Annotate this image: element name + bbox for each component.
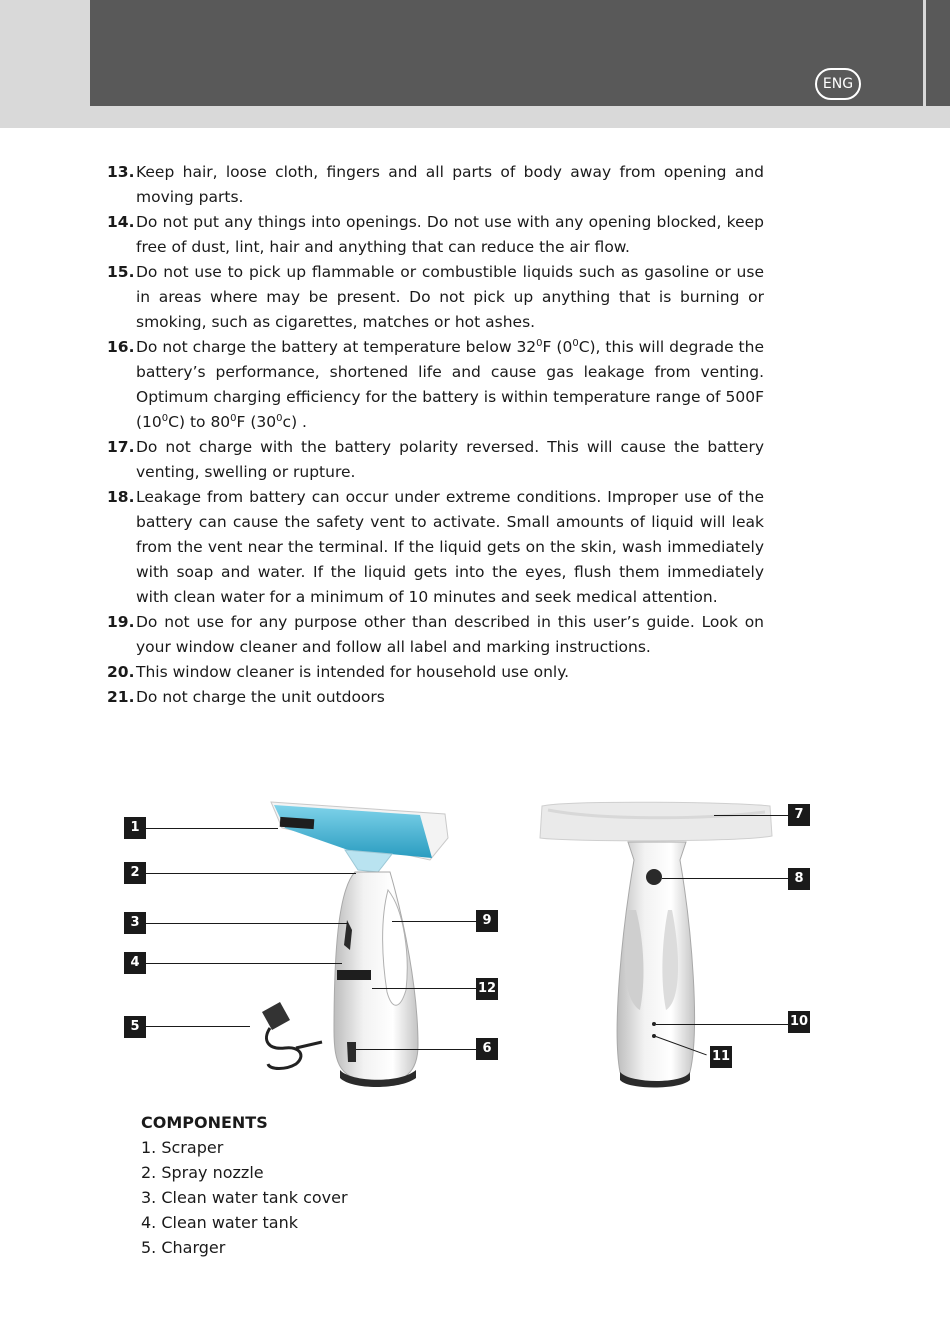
safety-rule <box>107 210 764 260</box>
callout-11: 11 <box>710 1046 732 1068</box>
safety-rule <box>107 660 764 685</box>
safety-rule <box>107 260 764 335</box>
component-item: 2. Spray nozzle <box>141 1163 264 1182</box>
callout-8: 8 <box>788 868 810 890</box>
rule-text: Do not charge the unit outdoors <box>136 688 385 706</box>
safety-rules-list <box>107 160 764 710</box>
rule-text: This window cleaner is intended for household use only. <box>136 663 570 681</box>
leader-line-5 <box>146 1026 250 1027</box>
callout-4: 4 <box>124 952 146 974</box>
component-item: 1. Scraper <box>141 1138 224 1157</box>
callout-12: 12 <box>476 978 498 1000</box>
components-section <box>141 1110 348 1260</box>
safety-rule <box>107 335 764 435</box>
rule-number: 15. <box>107 263 135 281</box>
leader-line-2 <box>146 873 356 874</box>
window-cleaner-front <box>262 802 448 1087</box>
safety-rule <box>107 435 764 485</box>
rule-text: Keep hair, loose cloth, fingers and all parts of body away from opening and moving parts. <box>136 163 764 206</box>
rule-text: Do not put any things into openings. Do not use with any opening blocked, keep free of dust, lint, hair and anything that can reduce the air flow. <box>136 213 764 256</box>
rule-number: 16. <box>107 338 135 356</box>
callout-6: 6 <box>476 1038 498 1060</box>
callout-5: 5 <box>124 1016 146 1038</box>
leader-line-7 <box>714 815 788 816</box>
rule-text: Do not use to pick up flammable or combustible liquids such as gasoline or use in areas where may be present. Do not pick up anything that is burning or smoking, such as cigarettes, matches or hot ashes. <box>136 263 764 331</box>
header-bar <box>90 0 923 106</box>
leader-line-10 <box>656 1024 788 1025</box>
component-item: 4. Clean water tank <box>141 1213 298 1232</box>
callout-1: 1 <box>124 817 146 839</box>
leader-line-4 <box>146 963 342 964</box>
safety-rule <box>107 610 764 660</box>
rule-number: 18. <box>107 488 135 506</box>
leader-line-8 <box>662 878 788 879</box>
component-item: 5. Charger <box>141 1238 226 1257</box>
rule-text: Do not charge the battery at temperature below $32^0F$ $(0^0C)$, this will degrade the battery’s performance, shortened life and cause gas leakage from venting. Optimum charging efficiency for the battery is within temperature range of 500F $(10^0C)$ to $80^0F$ $(30^0c)$ . <box>136 337 764 431</box>
rule-number: 21. <box>107 688 135 706</box>
rule-number: 17. <box>107 438 135 456</box>
components-list <box>141 1135 348 1260</box>
component-item: 3. Clean water tank cover <box>141 1188 348 1207</box>
leader-line-1 <box>146 828 278 829</box>
rule-text: Do not charge with the battery polarity reversed. This will cause the battery venting, swelling or rupture. <box>136 438 764 481</box>
callout-7: 7 <box>788 804 810 826</box>
leader-line-3 <box>146 923 348 924</box>
callout-10: 10 <box>788 1011 810 1033</box>
language-badge: ENG <box>815 68 861 100</box>
rule-number: 19. <box>107 613 135 631</box>
rule-number: 20. <box>107 663 135 681</box>
leader-line-9 <box>392 921 476 922</box>
safety-rule <box>107 685 764 710</box>
callout-3: 3 <box>124 912 146 934</box>
product-figure <box>0 780 950 1100</box>
callout-2: 2 <box>124 862 146 884</box>
leader-line-12 <box>372 988 476 989</box>
callout-9: 9 <box>476 910 498 932</box>
header-edge <box>926 0 950 106</box>
safety-rule <box>107 160 764 210</box>
rule-number: 14. <box>107 213 135 231</box>
rule-text: Do not use for any purpose other than described in this user’s guide. Look on your window cleaner and follow all label and marking instructions. <box>136 613 764 656</box>
window-cleaner-back <box>540 802 772 1087</box>
safety-rule <box>107 485 764 610</box>
leader-line-6 <box>356 1049 476 1050</box>
components-title: COMPONENTS <box>141 1113 268 1132</box>
rule-text: Leakage from battery can occur under extreme conditions. Improper use of the battery can cause the safety vent to activate. Small amounts of liquid will leak from the vent near the terminal. If the liquid gets on the skin, wash immediately with soap and water. If the liquid gets into the eyes, flush them immediately with clean water for a minimum of 10 minutes and seek medical attention. <box>136 488 764 606</box>
rule-number: 13. <box>107 163 135 181</box>
